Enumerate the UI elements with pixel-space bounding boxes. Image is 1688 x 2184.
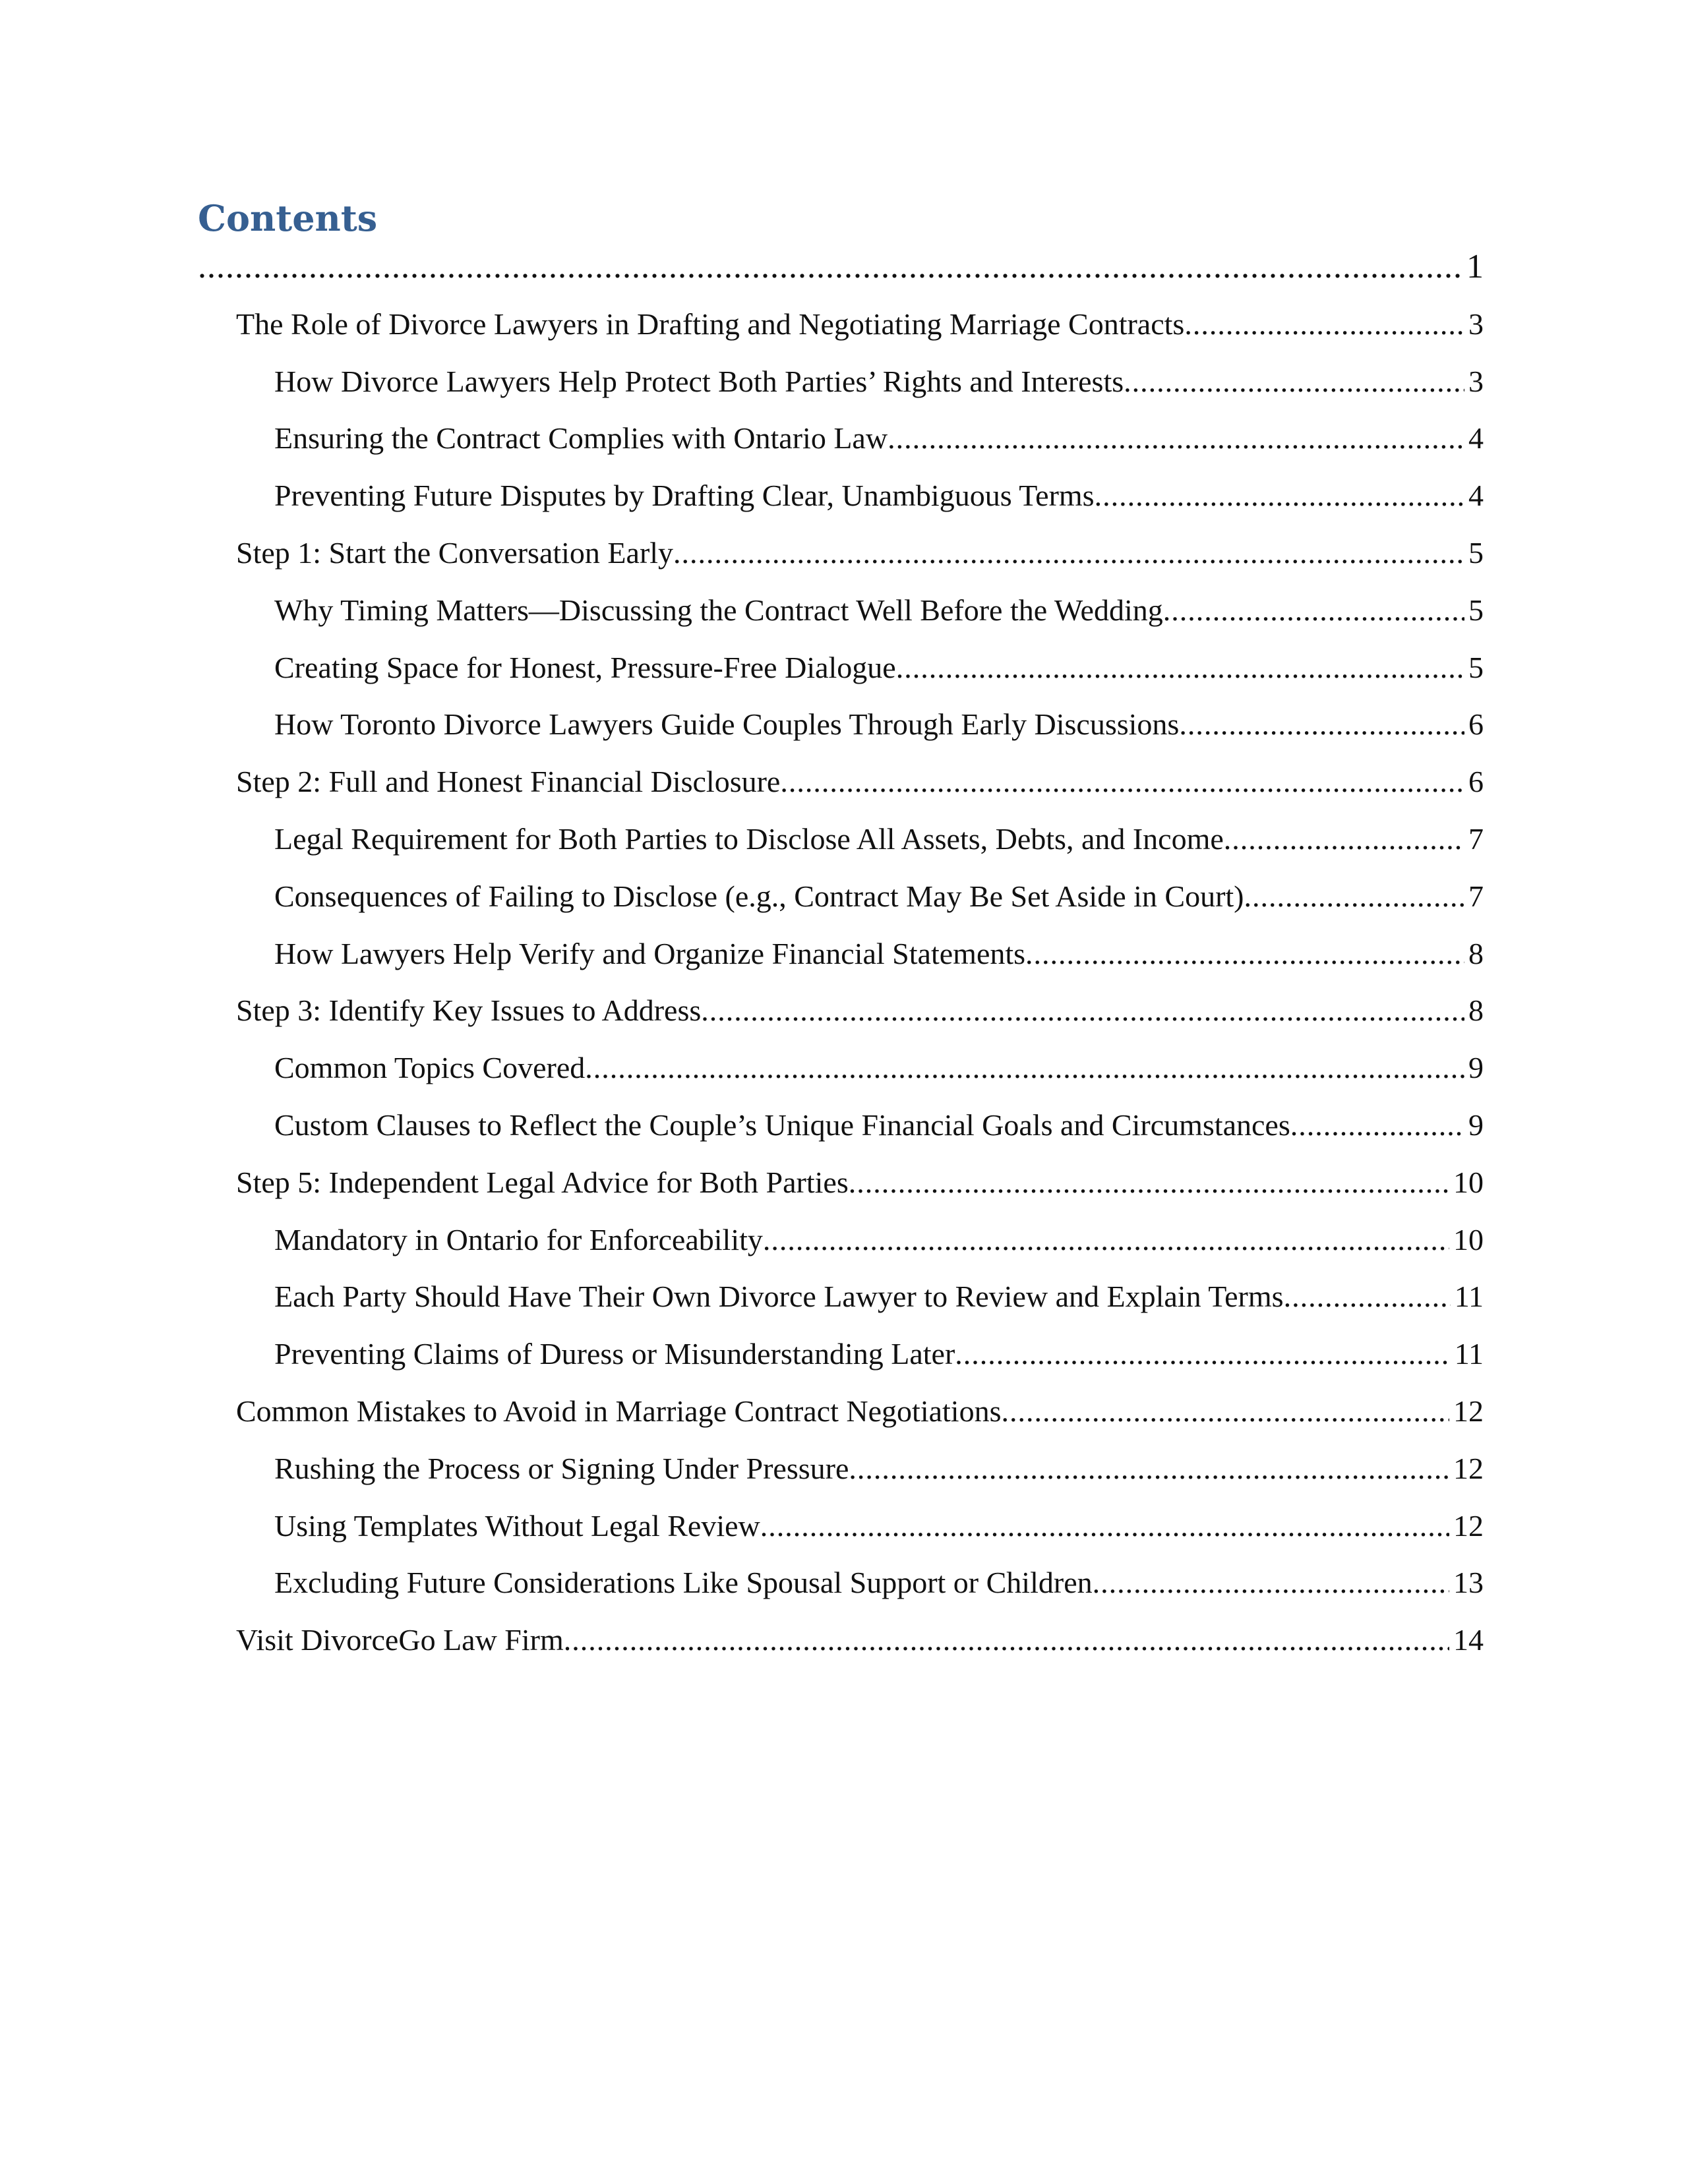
toc-entry-text: The Role of Divorce Lawyers in Drafting and Negotiating Marriage Contracts (236, 307, 1185, 341)
toc-page-number: 9 (1468, 1108, 1484, 1142)
toc-heading-entry[interactable] (236, 1160, 1484, 1206)
toc-dot-leader (198, 244, 1462, 290)
toc-entry-text: Each Party Should Have Their Own Divorce Lawyer to Review and Explain Terms (274, 1280, 1284, 1314)
toc-entry-text: Common Topics Covered (274, 1051, 586, 1085)
toc-subheading-entry[interactable] (274, 587, 1484, 634)
toc-entry-text: Consequences of Failing to Disclose (e.g., Contract May Be Set Aside in Court) (274, 879, 1244, 913)
toc-page-number: 5 (1468, 536, 1484, 570)
toc-entry-text: Creating Space for Honest, Pressure-Free Dialogue (274, 650, 896, 684)
toc-dot-leader (1163, 587, 1464, 634)
toc-dot-leader (1095, 473, 1464, 519)
toc-dot-leader (701, 988, 1464, 1034)
toc-dot-leader (673, 530, 1464, 576)
toc-entry-text: Step 2: Full and Honest Financial Disclosure (236, 765, 781, 799)
toc-dot-leader (780, 759, 1464, 805)
toc-page-number: 11 (1454, 1337, 1484, 1371)
toc-dot-leader (955, 1331, 1450, 1377)
toc-subheading-entry[interactable] (274, 1274, 1484, 1320)
toc-page-number: 12 (1453, 1394, 1484, 1428)
toc-dot-leader (896, 645, 1464, 691)
toc-page-number: 5 (1468, 593, 1484, 627)
toc-dot-leader (585, 1045, 1464, 1091)
toc-entry-text: Why Timing Matters—Discussing the Contract Well Before the Wedding (274, 593, 1163, 627)
toc-entry-text: How Toronto Divorce Lawyers Guide Couples Through Early Discussions (274, 707, 1180, 742)
toc-dot-leader (1284, 1274, 1451, 1320)
toc-subheading-entry[interactable] (274, 415, 1484, 461)
toc-page-number: 12 (1453, 1508, 1484, 1543)
toc-entry-text: Excluding Future Considerations Like Spousal Support or Children (274, 1566, 1093, 1600)
toc-entry-untitled[interactable] (198, 244, 1484, 290)
toc-subheading-entry[interactable] (274, 816, 1484, 862)
toc-subheading-entry[interactable] (274, 931, 1484, 977)
toc-entry-text: Ensuring the Contract Complies with Ontario Law (274, 421, 888, 456)
toc-heading-entry[interactable] (236, 759, 1484, 805)
toc-subheading-entry[interactable] (274, 701, 1484, 748)
toc-dot-leader (564, 1617, 1449, 1663)
toc-dot-leader (1244, 873, 1465, 920)
toc-page-number: 14 (1453, 1623, 1484, 1657)
toc-entry-text: Custom Clauses to Reflect the Couple’s Unique Financial Goals and Circumstances (274, 1108, 1290, 1142)
toc-dot-leader (763, 1217, 1449, 1263)
toc-subheading-entry[interactable] (274, 873, 1484, 920)
toc-heading-entry[interactable] (236, 301, 1484, 347)
toc-page-number: 8 (1468, 993, 1484, 1028)
toc-heading-entry[interactable] (236, 988, 1484, 1034)
toc-heading-entry[interactable] (236, 530, 1484, 576)
toc-entry-text: Common Mistakes to Avoid in Marriage Contract Negotiations (236, 1394, 1002, 1428)
toc-dot-leader (1025, 931, 1464, 977)
toc-subheading-entry[interactable] (274, 1102, 1484, 1148)
toc-subheading-entry[interactable] (274, 1446, 1484, 1492)
toc-page-number: 4 (1468, 479, 1484, 513)
toc-dot-leader (1179, 701, 1464, 748)
toc-entry-text: Step 1: Start the Conversation Early (236, 536, 674, 570)
toc-page-number: 8 (1468, 936, 1484, 970)
toc-heading-entry[interactable] (236, 1617, 1484, 1663)
toc-dot-leader (888, 415, 1464, 461)
toc-entry-text: How Divorce Lawyers Help Protect Both Parties’ Rights and Interests (274, 364, 1124, 398)
toc-page-number: 7 (1468, 879, 1484, 913)
toc-heading-entry[interactable] (236, 1388, 1484, 1434)
toc-subheading-entry[interactable] (274, 473, 1484, 519)
toc-page-number: 5 (1468, 650, 1484, 684)
toc-subheading-entry[interactable] (274, 1560, 1484, 1606)
toc-dot-leader (1002, 1388, 1450, 1434)
toc-entry-text: Step 3: Identify Key Issues to Address (236, 993, 702, 1028)
toc-dot-leader (1224, 816, 1464, 862)
toc-dot-leader (760, 1503, 1449, 1549)
toc-subheading-entry[interactable] (274, 1045, 1484, 1091)
toc-page-number: 10 (1453, 1165, 1484, 1199)
toc-entry-text: Mandatory in Ontario for Enforceability (274, 1222, 763, 1256)
toc-page-number: 11 (1454, 1280, 1484, 1314)
toc-entry-text: Visit DivorceGo Law Firm (236, 1623, 564, 1657)
toc-entry-text: Using Templates Without Legal Review (274, 1508, 760, 1543)
toc-page-number: 13 (1453, 1566, 1484, 1600)
toc-page-number: 7 (1468, 822, 1484, 856)
toc-entry-text: Rushing the Process or Signing Under Pressure (274, 1451, 849, 1485)
toc-title: Contents (198, 197, 378, 239)
toc-subheading-entry[interactable] (274, 1503, 1484, 1549)
toc-page-number: 9 (1468, 1051, 1484, 1085)
toc-subheading-entry[interactable] (274, 1217, 1484, 1263)
toc-page-number: 3 (1468, 307, 1484, 341)
toc-page-number: 1 (1466, 248, 1484, 285)
toc-page-number: 10 (1453, 1222, 1484, 1256)
toc-dot-leader (1290, 1102, 1464, 1148)
toc-page-number: 6 (1468, 707, 1484, 742)
toc-page-number: 12 (1453, 1451, 1484, 1485)
toc-entry-text: Preventing Claims of Duress or Misunderstanding Later (274, 1337, 955, 1371)
toc-entry-text: Preventing Future Disputes by Drafting Clear, Unambiguous Terms (274, 479, 1095, 513)
toc-subheading-entry[interactable] (274, 359, 1484, 405)
toc-subheading-entry[interactable] (274, 645, 1484, 691)
toc-dot-leader (1184, 301, 1464, 347)
toc-subheading-entry[interactable] (274, 1331, 1484, 1377)
toc-dot-leader (1093, 1560, 1449, 1606)
toc-entry-text: Step 5: Independent Legal Advice for Both Parties (236, 1165, 849, 1199)
toc-entry-text: How Lawyers Help Verify and Organize Financial Statements (274, 936, 1026, 970)
toc-dot-leader (1124, 359, 1464, 405)
toc-dot-leader (849, 1446, 1449, 1492)
toc-page-number: 4 (1468, 421, 1484, 456)
toc-page-number: 6 (1468, 765, 1484, 799)
toc-dot-leader (849, 1160, 1449, 1206)
toc-entry-text: Legal Requirement for Both Parties to Disclose All Assets, Debts, and Income (274, 822, 1224, 856)
toc-page-number: 3 (1468, 364, 1484, 398)
